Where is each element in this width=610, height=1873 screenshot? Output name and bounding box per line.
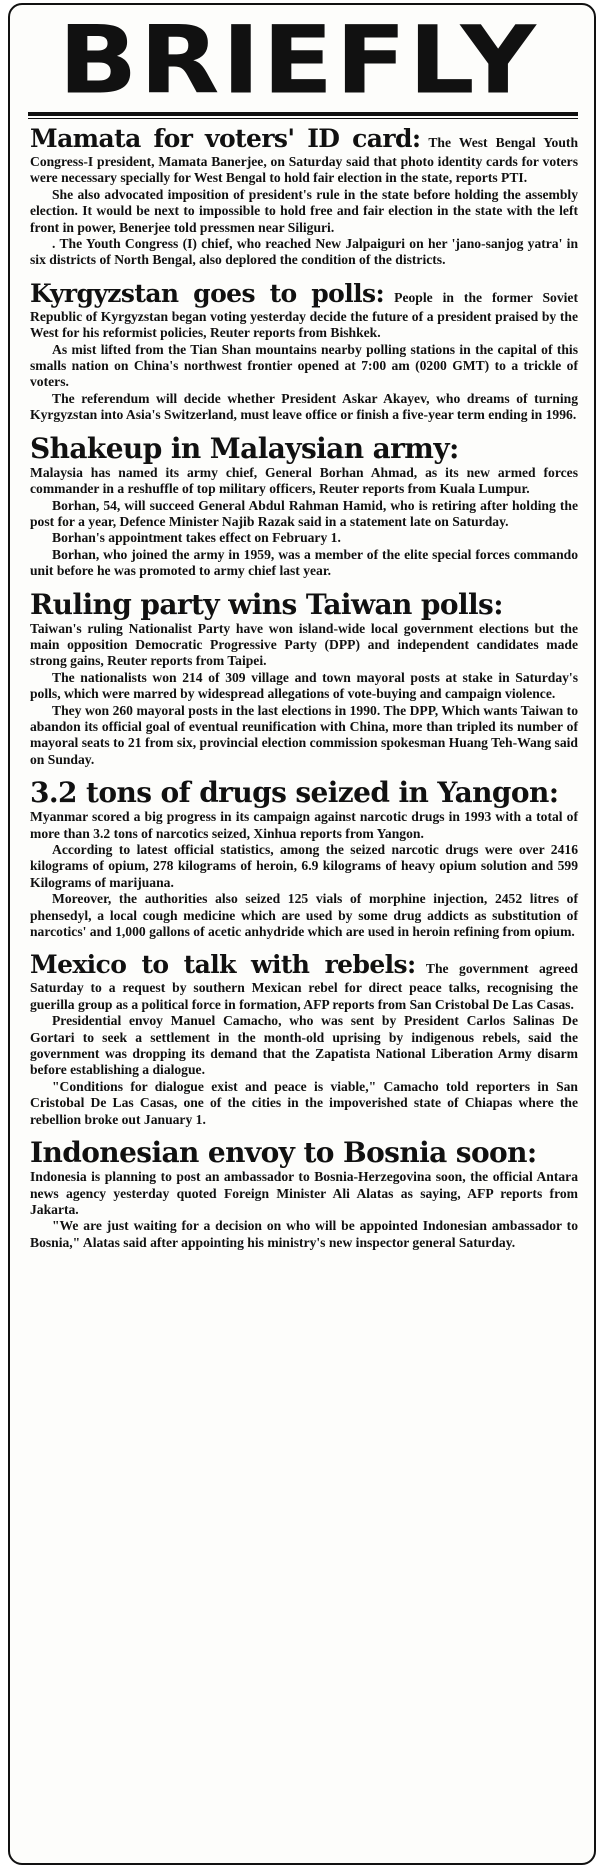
story-paragraph: Malaysia has named its army chief, General Borhan Ahmad, as its new armed forces commander in a reshuffle of top military officers, Reuter reports from Kuala Lumpur. <box>30 464 578 497</box>
story-paragraph: Borhan, 54, will succeed General Abdul Rahman Hamid, who is retiring after holding the post for a year, Defence Minister Najib Razak said in a statement late on Saturday. <box>30 497 578 529</box>
story-paragraph: . The Youth Congress (I) chief, who reached New Jalpaiguri on her 'jano-sanjog yatra' in six districts of North Bengal, also deplored the condition of the districts. <box>30 236 578 268</box>
story-paragraph: The government agreed Saturday to a request by southern Mexican rebel for direct peace talks, recognising the guerilla group as a political force in formation, AFP reports from San Cristobal De Las Casas. <box>30 961 578 1012</box>
story-paragraph: Moreover, the authorities also seized 125 vials of morphine injection, 2452 litres of phensedyl, a local cough medicine which are used by some drug addicts as substitution of narcotics' and 1,000 gallons of acetic anhydride which are used in heroin refining from opium. <box>30 891 578 940</box>
story-paragraph: The West Bengal Youth Congress-I president, Mamata Banerjee, on Saturday said that photo identity cards for voters were necessary specially for West Bengal to hold fair election in the state, reports PTI. <box>30 135 579 186</box>
story-kyrgyzstan <box>30 279 578 424</box>
story-headline: Kyrgyzstan goes to polls: <box>30 278 385 308</box>
story-mexico <box>30 950 578 1128</box>
story-indonesia <box>30 1138 578 1251</box>
story-headline: Mexico to talk with rebels: <box>30 950 416 980</box>
story-paragraph: As mist lifted from the Tian Shan mountains nearby polling stations in the capital of this smalls nation on China's northwest frontier opened at 7:00 am (0200 GMT) to a trickle of voters. <box>30 341 578 390</box>
story-headline: Shakeup in Malaysian army: <box>30 431 459 465</box>
story-headline: Mamata for voters' ID card: <box>30 124 421 153</box>
story-paragraph: Presidential envoy Manuel Camacho, who was sent by President Carlos Salinas De Gortari to seek a settlement in the month-old uprising by indigenous rebels, said the government was dropping its demand that the Zapatista National Liberation Army disarm before establishing a dialogue. <box>30 1013 578 1078</box>
story-paragraph: According to latest official statistics, among the seized narcotic drugs were over 2416 kilograms of opium, 278 kilograms of heroin, 6.9 kilograms of heavy opium solution and 599 Kilograms of marijuana. <box>30 842 578 890</box>
story-paragraph: Borhan's appointment takes effect on February 1. <box>52 530 341 546</box>
story-mamata <box>30 124 578 269</box>
masthead <box>20 5 576 115</box>
story-paragraph: The referendum will decide whether President Askar Akayev, who dreams of turning Kyrgyzstan into Asia's Switzerland, must leave office or finish a five-year term ending in 1996. <box>30 390 578 423</box>
story-paragraph: Taiwan's ruling Nationalist Party have won island-wide local government elections but the main opposition Democratic Progressive Party (DPP) and independent candidates made strong gains, Reuter reports from Taipei. <box>30 620 578 669</box>
story-paragraph: "Conditions for dialogue exist and peace is viable," Camacho told reporters in San Cristobal De Las Casas, one of the cities in the impoverished state of Chiapas where the rebellion broke out January 1. <box>30 1078 578 1127</box>
story-lead <box>30 279 578 342</box>
masthead-rule <box>28 112 578 119</box>
story-paragraph: Indonesia is planning to post an ambassador to Bosnia-Herzegovina soon, the official Antara news agency yesterday quoted Foreign Minister Ali Alatas as saying, AFP reports from Jakarta. <box>30 1169 578 1217</box>
story-yangon <box>30 778 578 940</box>
story-lead <box>30 124 578 187</box>
story-paragraph: The nationalists won 214 of 309 village and town mayoral posts at stake in Saturday's polls, which were marred by widespread allegations of vote-buying and campaign violence. <box>30 669 578 702</box>
story-headline: 3.2 tons of drugs seized in Yangon: <box>30 776 559 810</box>
stories <box>30 124 578 1261</box>
masthead-title: BRIEFLY <box>58 5 538 115</box>
story-malaysia <box>30 431 578 580</box>
story-paragraph: She also advocated imposition of president's rule in the state before holding the assembly election. It would be next to impossible to hold free and fair election in the state with the left front in power, Benerjee told pressmen near Siliguri. <box>30 186 578 235</box>
story-taiwan <box>30 587 578 769</box>
story-headline: Ruling party wins Taiwan polls: <box>30 587 503 621</box>
story-paragraph: "We are just waiting for a decision on who will be appointed Indonesian ambassador to Bosnia," Alatas said after appointing his ministry's new inspector general Saturday. <box>30 1218 578 1250</box>
story-paragraph: People in the former Soviet Republic of Kyrgyzstan began voting yesterday decide the future of a president praised by the West for his reformist policies, Reuter reports from Bishkek. <box>30 289 578 341</box>
story-paragraph: Myanmar scored a big progress in its campaign against narcotic drugs in 1993 with a total of more than 3.2 tons of narcotics seized, Xinhua reports from Yangon. <box>30 809 578 841</box>
story-headline: Indonesian envoy to Bosnia soon: <box>30 1136 537 1170</box>
story-lead <box>30 950 578 1013</box>
story-paragraph: They won 260 mayoral posts in the last elections in 1990. The DPP, Which wants Taiwan to abandon its official goal of eventual reunification with China, more than tripled its number of mayoral seats to 21 from six, provincial election commission spokesman Huang Teh-Wang said on Sunday. <box>30 702 578 767</box>
story-paragraph: Borhan, who joined the army in 1959, was a member of the elite special forces commando unit before he was promoted to army chief last year. <box>30 546 578 579</box>
